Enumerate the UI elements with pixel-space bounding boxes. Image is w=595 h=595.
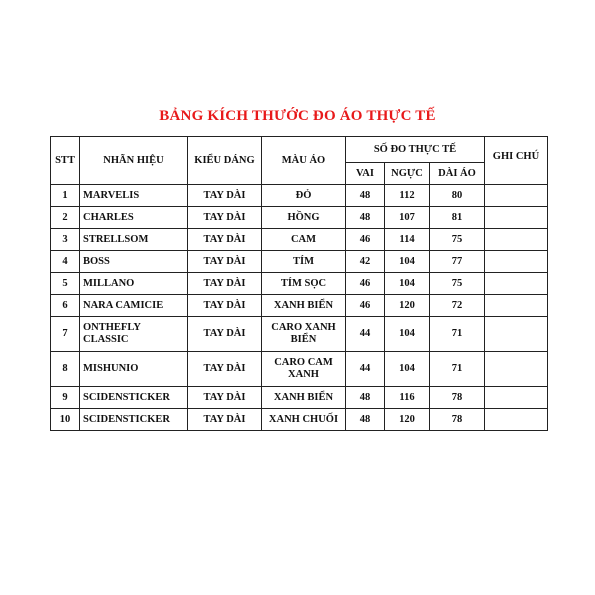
cell-chest: 104 <box>385 317 430 352</box>
header-chest: NGỰC <box>385 163 430 185</box>
cell-shoulder: 48 <box>346 409 385 431</box>
cell-shoulder: 46 <box>346 295 385 317</box>
cell-color: TÍM SỌC <box>262 273 346 295</box>
cell-note <box>485 352 548 387</box>
cell-brand: NARA CAMICIE <box>80 295 188 317</box>
cell-color: ĐỎ <box>262 185 346 207</box>
cell-brand: MARVELIS <box>80 185 188 207</box>
header-length: DÀI ÁO <box>430 163 485 185</box>
cell-length: 75 <box>430 229 485 251</box>
cell-chest: 116 <box>385 387 430 409</box>
cell-note <box>485 185 548 207</box>
cell-color: TÍM <box>262 251 346 273</box>
cell-brand: MISHUNIO <box>80 352 188 387</box>
cell-style: TAY DÀI <box>188 207 262 229</box>
cell-chest: 107 <box>385 207 430 229</box>
cell-color: XANH BIỂN <box>262 295 346 317</box>
cell-chest: 104 <box>385 273 430 295</box>
cell-chest: 112 <box>385 185 430 207</box>
cell-shoulder: 46 <box>346 229 385 251</box>
cell-style: TAY DÀI <box>188 387 262 409</box>
cell-note <box>485 229 548 251</box>
cell-style: TAY DÀI <box>188 229 262 251</box>
page-title: BẢNG KÍCH THƯỚC ĐO ÁO THỰC TẾ <box>159 108 436 124</box>
header-shoulder: VAI <box>346 163 385 185</box>
cell-length: 71 <box>430 352 485 387</box>
cell-stt: 2 <box>51 207 80 229</box>
cell-color: CARO CAM XANH <box>262 352 346 387</box>
table-row <box>51 387 548 409</box>
table-row <box>51 295 548 317</box>
header-measure-group: SỐ ĐO THỰC TẾ <box>346 137 485 163</box>
cell-brand: MILLANO <box>80 273 188 295</box>
cell-length: 78 <box>430 409 485 431</box>
table-row <box>51 409 548 431</box>
header-note: GHI CHÚ <box>485 137 548 185</box>
cell-brand: STRELLSOM <box>80 229 188 251</box>
table-row <box>51 352 548 387</box>
cell-brand: ONTHEFLY CLASSIC <box>80 317 188 352</box>
cell-shoulder: 44 <box>346 352 385 387</box>
cell-style: TAY DÀI <box>188 251 262 273</box>
cell-stt: 8 <box>51 352 80 387</box>
cell-stt: 10 <box>51 409 80 431</box>
header-color: MÀU ÁO <box>262 137 346 185</box>
cell-length: 78 <box>430 387 485 409</box>
header-stt: STT <box>51 137 80 185</box>
cell-brand: CHARLES <box>80 207 188 229</box>
cell-stt: 5 <box>51 273 80 295</box>
cell-length: 81 <box>430 207 485 229</box>
header-row <box>51 137 548 163</box>
cell-length: 80 <box>430 185 485 207</box>
cell-style: TAY DÀI <box>188 409 262 431</box>
cell-length: 77 <box>430 251 485 273</box>
cell-shoulder: 42 <box>346 251 385 273</box>
cell-note <box>485 409 548 431</box>
cell-shoulder: 48 <box>346 387 385 409</box>
table-row <box>51 251 548 273</box>
table-row <box>51 273 548 295</box>
cell-length: 71 <box>430 317 485 352</box>
cell-length: 72 <box>430 295 485 317</box>
cell-chest: 104 <box>385 251 430 273</box>
cell-stt: 7 <box>51 317 80 352</box>
header-brand: NHÃN HIỆU <box>80 137 188 185</box>
cell-brand: SCIDENSTICKER <box>80 409 188 431</box>
cell-color: CAM <box>262 229 346 251</box>
cell-stt: 9 <box>51 387 80 409</box>
cell-note <box>485 317 548 352</box>
cell-style: TAY DÀI <box>188 352 262 387</box>
cell-stt: 3 <box>51 229 80 251</box>
cell-chest: 104 <box>385 352 430 387</box>
table-row <box>51 207 548 229</box>
cell-length: 75 <box>430 273 485 295</box>
cell-chest: 114 <box>385 229 430 251</box>
cell-color: XANH CHUỐI <box>262 409 346 431</box>
cell-stt: 4 <box>51 251 80 273</box>
cell-brand: BOSS <box>80 251 188 273</box>
cell-style: TAY DÀI <box>188 295 262 317</box>
cell-note <box>485 251 548 273</box>
cell-chest: 120 <box>385 295 430 317</box>
cell-note <box>485 295 548 317</box>
cell-note <box>485 273 548 295</box>
cell-note <box>485 207 548 229</box>
cell-shoulder: 48 <box>346 207 385 229</box>
cell-shoulder: 46 <box>346 273 385 295</box>
size-table <box>50 136 548 431</box>
cell-style: TAY DÀI <box>188 317 262 352</box>
cell-color: HỒNG <box>262 207 346 229</box>
cell-note <box>485 387 548 409</box>
cell-color: CARO XANH BIỂN <box>262 317 346 352</box>
table-row <box>51 185 548 207</box>
table-row <box>51 229 548 251</box>
cell-shoulder: 44 <box>346 317 385 352</box>
cell-brand: SCIDENSTICKER <box>80 387 188 409</box>
cell-stt: 6 <box>51 295 80 317</box>
cell-chest: 120 <box>385 409 430 431</box>
cell-style: TAY DÀI <box>188 273 262 295</box>
cell-style: TAY DÀI <box>188 185 262 207</box>
table-row <box>51 317 548 352</box>
cell-shoulder: 48 <box>346 185 385 207</box>
cell-stt: 1 <box>51 185 80 207</box>
header-style: KIỂU DÁNG <box>188 137 262 185</box>
cell-color: XANH BIỂN <box>262 387 346 409</box>
